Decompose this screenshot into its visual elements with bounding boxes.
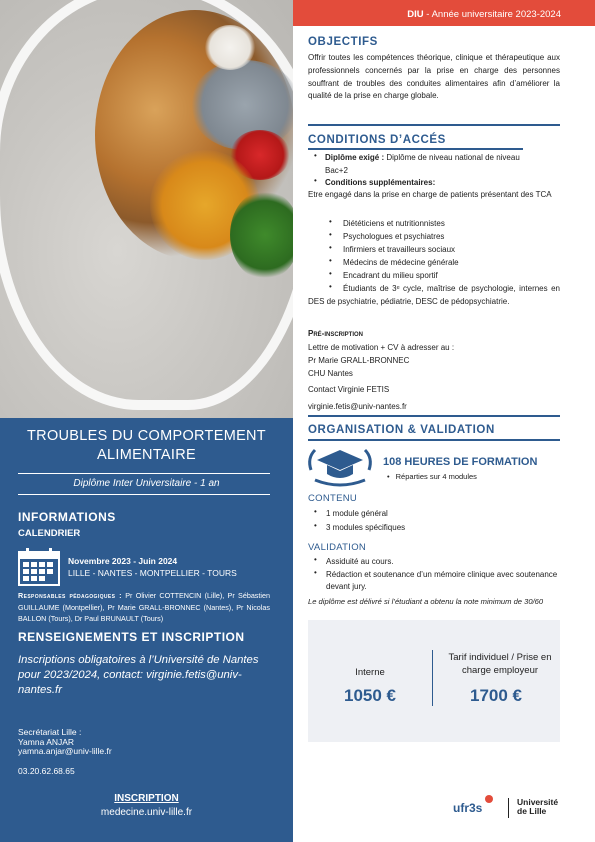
- food-broccoli: [230, 190, 293, 280]
- diplome-text: Diplôme de niveau national de niveau: [384, 153, 520, 162]
- cond-item-1: Diététiciens et nutritionnistes: [343, 219, 445, 228]
- diplome-label: Diplôme exigé :: [325, 153, 385, 162]
- info-heading: INFORMATIONS: [18, 510, 116, 524]
- inscription-text: Inscriptions obligatoires à l’Université de Nantes pour 2023/2024, contact: virginie.fetis@univ-nantes.fr: [18, 654, 259, 696]
- header-tag: DIU: [407, 9, 424, 20]
- tarifs-box: [308, 620, 560, 742]
- organisation-heading: ORGANISATION & VALIDATION: [308, 424, 495, 436]
- divider: [308, 415, 560, 417]
- cond-item-5: Encadrant du milieu sportif: [343, 271, 438, 280]
- bullet: •: [314, 555, 317, 564]
- ul-line2: de Lille: [517, 806, 547, 816]
- validation-item-1: Assiduité au cours.: [326, 557, 394, 566]
- food-egg: [205, 25, 255, 70]
- contenu-item-2: 3 modules spécifiques: [326, 523, 406, 532]
- secretariat-label: Secrétariat Lille :: [18, 727, 82, 737]
- phone: 03.20.62.68.65: [18, 766, 75, 776]
- cond-item-3: Infirmiers et travailleurs sociaux: [343, 245, 456, 254]
- bullet: •: [329, 217, 332, 226]
- bullet: •: [329, 243, 332, 252]
- pre-inscription-heading: Pré-inscription: [308, 329, 364, 338]
- etudiants-text: Étudiants de 3ᵉ cycle, maîtrise de psychologie, internes en DES de psychiatrie, pédiatrie, DESC de pédopsychiatrie.: [308, 284, 560, 306]
- diplome-text2: Bac+2: [325, 166, 348, 175]
- tarif-interne-value: 1050 €: [344, 686, 396, 705]
- divider: [18, 494, 270, 495]
- ufr3s-logo-dot: [485, 795, 493, 803]
- pre-line-1: Lettre de motivation + CV à adresser au :: [308, 343, 455, 352]
- hours-title: 108 HEURES DE FORMATION: [383, 456, 538, 468]
- contenu-heading: CONTENU: [308, 493, 358, 504]
- bullet: •: [314, 176, 317, 185]
- pre-line-4: Contact Virginie FETIS: [308, 385, 390, 394]
- divider: [308, 148, 523, 150]
- tarif-individuel-value: 1700 €: [470, 686, 522, 705]
- diploma-type: Diplôme Inter Universitaire - 1 an: [73, 478, 220, 489]
- calendar-icon: [18, 548, 60, 586]
- pre-line-2: Pr Marie GRALL-BRONNEC: [308, 356, 410, 365]
- title-line1: TROUBLES DU COMPORTEMENT: [27, 428, 266, 444]
- responsables-text: Pr Olivier COTTENCIN (Lille), Pr Sébastien GUILLAUME (Montpellier), Pr Marie GRALL-BRONNEC (Nantes), Pr Nicolas BALLON (Tours), Dr Paul BRUNAULT (Tours): [18, 591, 270, 623]
- graduation-cap-icon: [305, 446, 375, 488]
- validation-note: Le diplôme est délivré si l’étudiant a obtenu la note minimum de 30/60: [308, 597, 544, 606]
- course-dates: Novembre 2023 - Juin 2024: [68, 556, 178, 566]
- bullet: •: [329, 230, 332, 239]
- bullet: •: [314, 151, 317, 160]
- inscription-heading: INSCRIPTION: [114, 793, 179, 804]
- inscription-link[interactable]: medecine.univ-lille.fr: [100, 807, 193, 818]
- left-column: [0, 0, 293, 842]
- contenu-item-1: 1 module général: [326, 509, 388, 518]
- hours-sub: • Réparties sur 4 modules: [387, 472, 477, 481]
- responsables-label: Responsables pédagogiques :: [18, 591, 122, 600]
- header-year: - Année universitaire 2023-2024: [423, 9, 561, 20]
- tarif-individuel-label: Tarif individuel / Prise en charge employeur: [448, 652, 552, 676]
- universite-lille-logo: [517, 798, 558, 816]
- pre-line-3: CHU Nantes: [308, 369, 353, 378]
- logo-separator: [508, 798, 509, 818]
- conditions-heading: CONDITIONS D’ACCÉS: [308, 134, 446, 146]
- validation-item-2: Rédaction et soutenance d’un mémoire clinique avec soutenance devant jury.: [326, 570, 558, 591]
- cond-item-4: Médecins de médecine générale: [343, 258, 459, 267]
- supp-label: Conditions supplémentaires:: [325, 178, 436, 187]
- divider: [18, 473, 270, 474]
- responsables: [18, 590, 270, 625]
- bullet: •: [329, 256, 332, 265]
- bullet: •: [329, 282, 332, 291]
- secretariat-email[interactable]: yamna.anjar@univ-lille.fr: [18, 746, 112, 756]
- diplome-exige: [325, 152, 561, 163]
- objectifs-heading: OBJECTIFS: [308, 36, 378, 48]
- secretariat: [18, 728, 112, 757]
- secretariat-name: Yamna ANJAR: [18, 736, 75, 747]
- right-column: [293, 26, 595, 842]
- tarif-interne-label: Interne: [355, 667, 385, 678]
- cond-item-2: Psychologues et psychiatres: [343, 232, 445, 241]
- renseignements-heading: RENSEIGNEMENTS ET INSCRIPTION: [18, 630, 245, 644]
- bullet: •: [314, 521, 317, 530]
- cover-photo: [0, 0, 293, 418]
- pre-line-5[interactable]: virginie.fetis@univ-nantes.fr: [308, 402, 407, 411]
- bullet: •: [329, 269, 332, 278]
- engage-text: Etre engagé dans la prise en charge de patients présentant des TCA: [308, 190, 552, 199]
- info-panel: [0, 418, 293, 842]
- divider: [308, 439, 560, 441]
- ufr3s-logo: ufr3s: [453, 801, 483, 815]
- ul-line1: Université: [517, 797, 559, 807]
- title-line2: ALIMENTAIRE: [97, 447, 196, 463]
- validation-heading: VALIDATION: [308, 542, 367, 553]
- calendar-heading: CALENDRIER: [18, 528, 81, 539]
- objectifs-text: Offrir toutes les compétences théorique, clinique et thérapeutique aux professionnels concernés par la prise en charge des personnes souffrant de troubles des conduites alimentaires afin d’améliorer la qualité de la prise en charge globale.: [308, 53, 560, 101]
- hours-sub-text: Réparties sur 4 modules: [395, 472, 477, 481]
- divider: [308, 124, 560, 126]
- bullet: •: [314, 507, 317, 516]
- course-places: LILLE - NANTES - MONTPELLIER - TOURS: [68, 568, 237, 578]
- header-bar: [293, 0, 595, 26]
- bullet: •: [314, 568, 317, 577]
